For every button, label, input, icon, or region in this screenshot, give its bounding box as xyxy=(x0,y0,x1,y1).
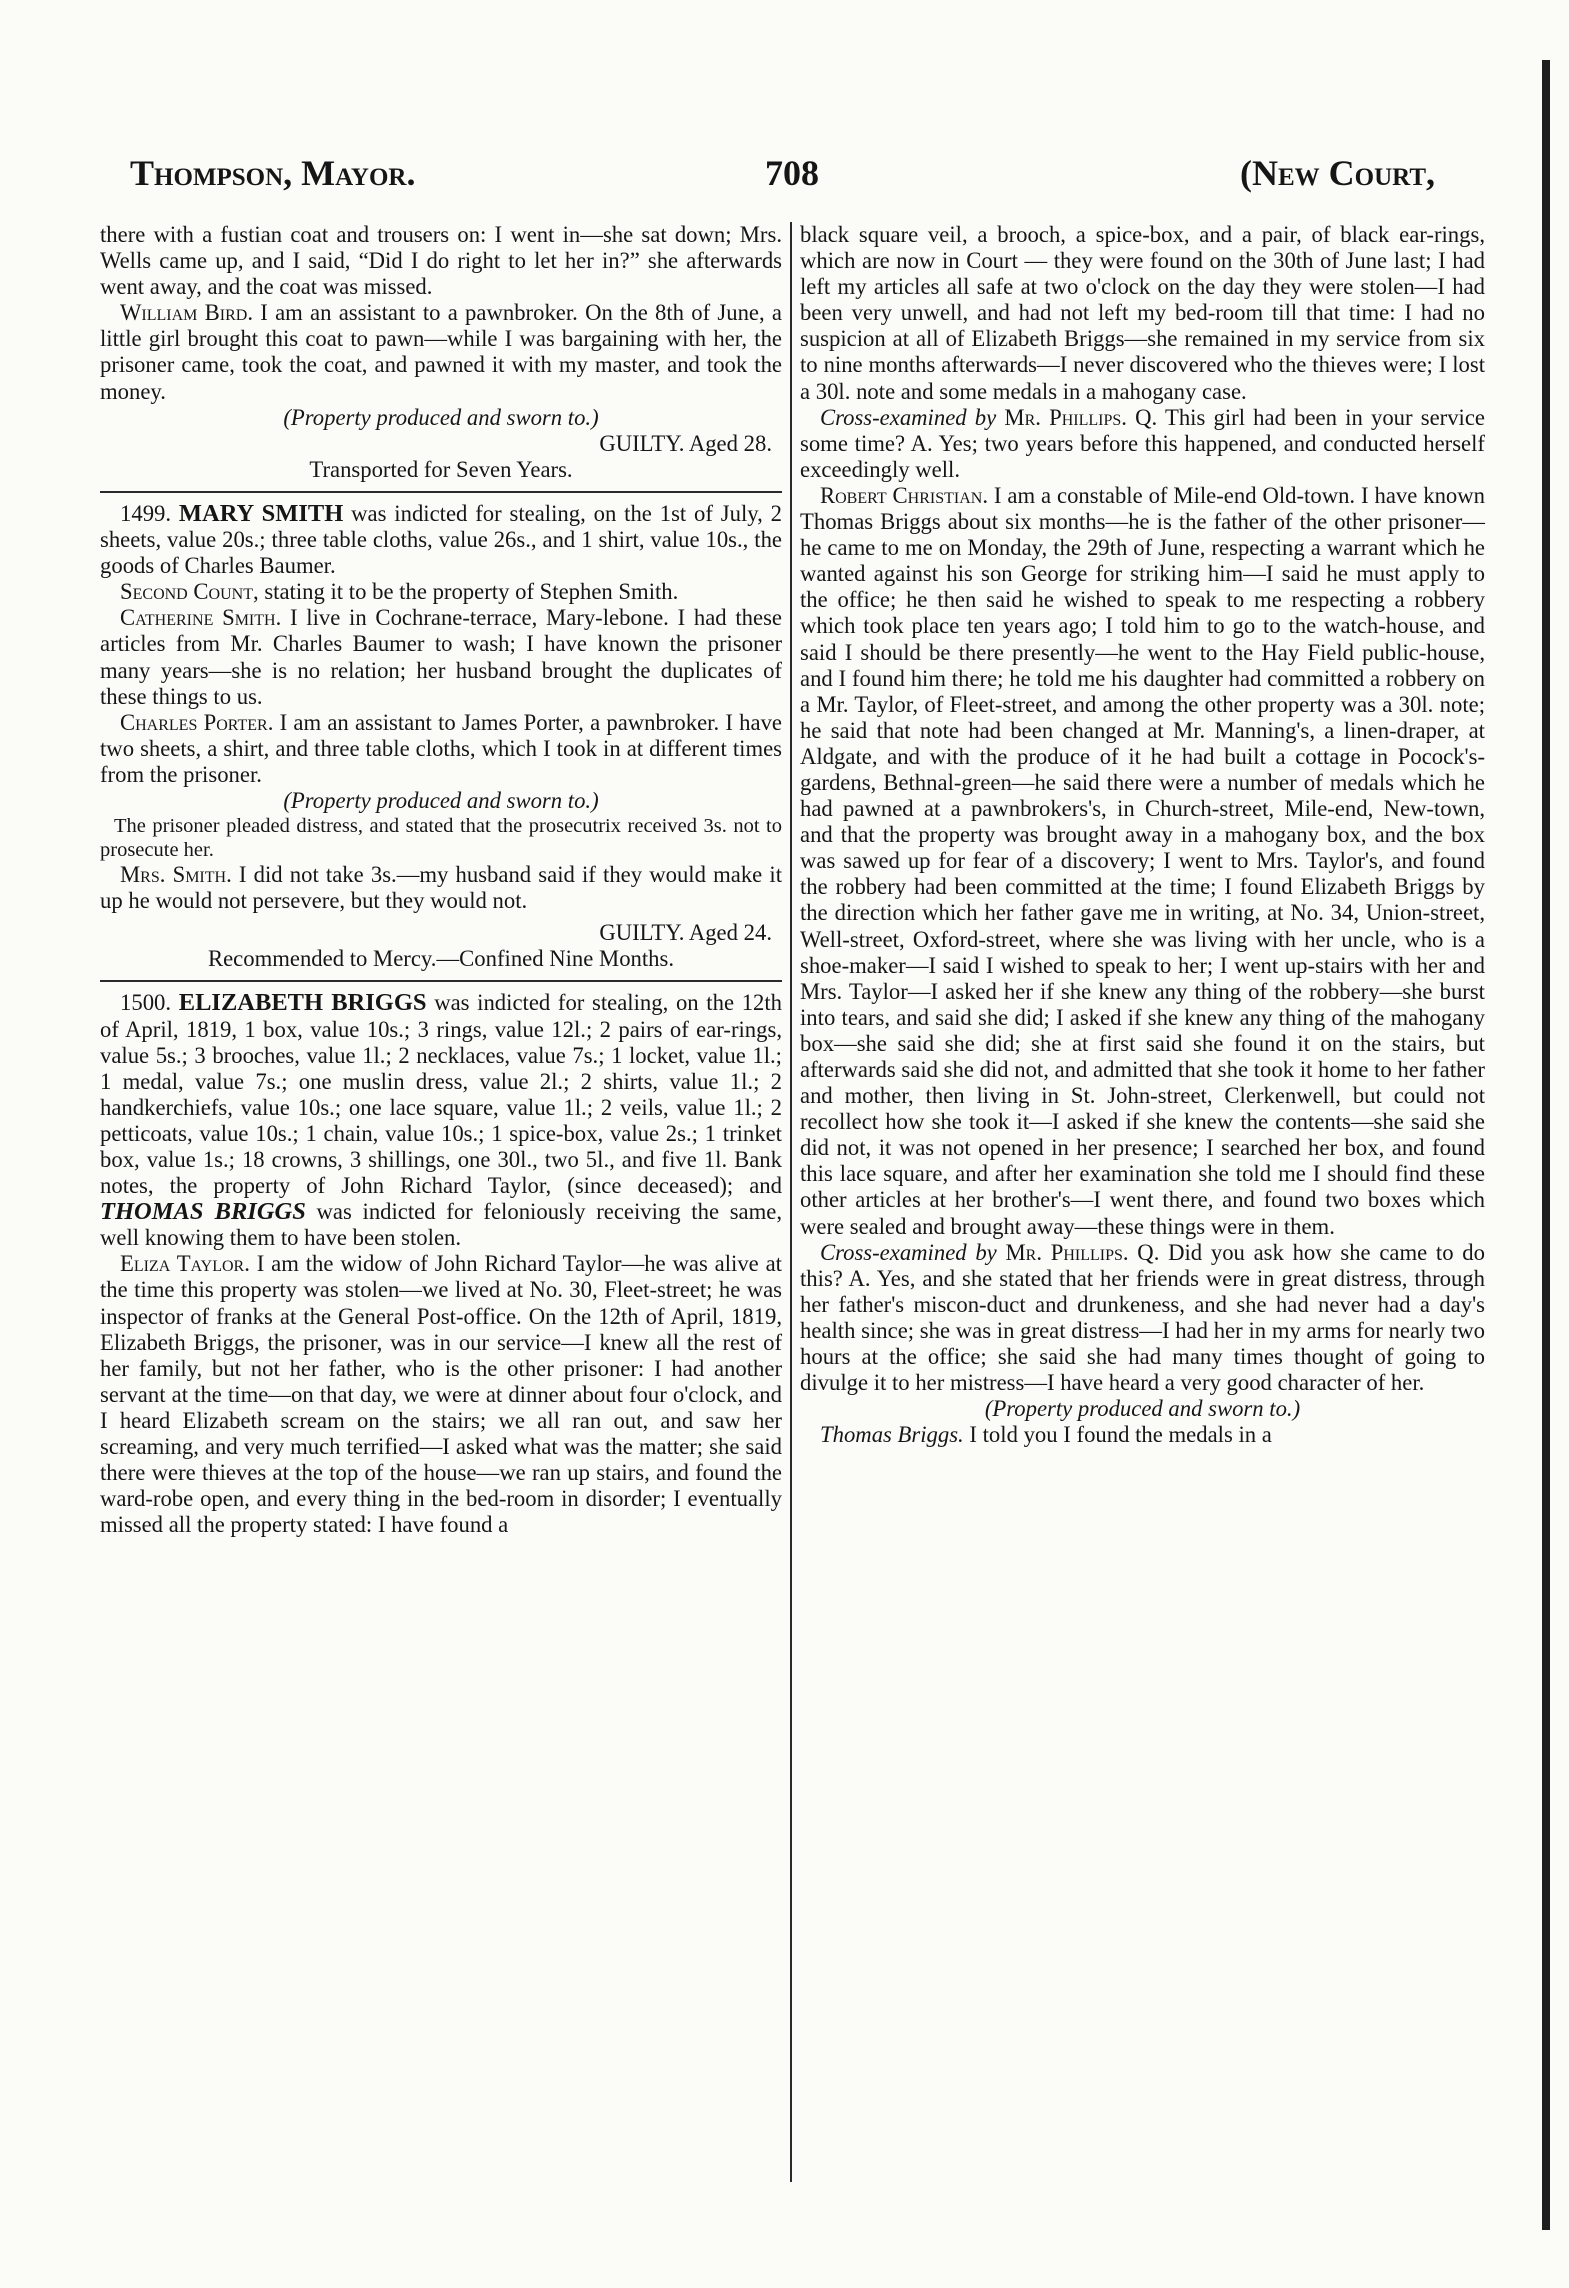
testimony-text: I told you I found the medals in a xyxy=(963,1422,1272,1448)
witness-name: Thomas Briggs. xyxy=(820,1422,964,1448)
sentence: Transported for Seven Years. xyxy=(309,456,573,482)
cross-exam-label: Cross-examined by xyxy=(820,404,997,430)
case-1499 xyxy=(100,501,782,579)
testimony-eliza-taylor xyxy=(100,1251,782,1538)
testimony-catherine-smith xyxy=(100,605,782,709)
testimony-mrs-smith xyxy=(100,862,782,914)
case-separator xyxy=(100,491,782,493)
testimony-text: I did not take 3s.—my husband said if they would make it up he would not persevere, but they would not. xyxy=(100,862,782,914)
testimony-robert-christian xyxy=(800,483,1485,1240)
page-edge-shadow xyxy=(1542,60,1550,2230)
testimony-text: Q. Did you ask how she came to do this? A. Yes, and she stated that her friends were in great distress, through her father's miscon-duct and drunkeness, and she had never had a day's health since; she was in great distress—I had her in my arms for nearly two hours at the office; she said she had many times thought of going to divulge it to her mistress—I have heard a very good character of her. xyxy=(800,1239,1485,1396)
sentence: Recommended to Mercy.—Confined Nine Months. xyxy=(207,946,675,972)
counsel-name: Mr. Phillips. xyxy=(996,1239,1129,1265)
verdict: GUILTY. Aged 24. xyxy=(599,920,772,946)
cross-exam-label: Cross-examined by xyxy=(820,1239,997,1265)
indictment-text: was indicted for stealing, on the 1st of July, 2 sheets, value 20s.; three table cloths, value 26s., and 1 shirt, value 10s., the goods of Charles Baumer. xyxy=(100,500,783,579)
witness-name: Charles Porter. xyxy=(120,709,274,735)
property-note: (Property produced and sworn to.) xyxy=(984,1396,1301,1422)
counsel-name: Mr. Phillips. xyxy=(996,404,1127,430)
cross-examination xyxy=(800,405,1485,483)
testimony-text: I am a constable of Mile-end Old-town. I have known Thomas Briggs about six months—he is the father of the other prisoner—he came to me on Monday, the 29th of June, respecting a warrant which he wanted against his son George for striking him—I said he must apply to the office; he then said he wished to speak to me respecting a robbery which took place ten years ago; I told him to go to the watch-house, and said I should be there presently—he went to the Hay Field public-house, and I found him there; he told me his daughter had committed a robbery on a Mr. Taylor, of Fleet-street, and among the other property was a 30l. note; he said that note had been changed at Mr. Manning's, a linen-draper, at Aldgate, and with the produce of it he had built a cottage in Pocock's-gardens, Bethnal-green—he said there were a number of medals which he had pawned at a pawnbrokers's, in Church-street, Mile-end, New-town, and that the property was brought away in a mahogany box, and the box was sawed up for fear of a discovery; I went to Mrs. Taylor's, and found the robbery had been committed at the time; I found Elizabeth Briggs by the direction which her father gave me in writing, at No. 34, Union-street, Well-street, Oxford-street, where she was living with her uncle, who is a shoe-maker—I said I wished to speak to her; I went up-stairs with her and Mrs. Taylor—I asked her if she knew any thing of the robbery—she burst into tears, and said she did; I asked if she knew any thing of the mahogany box—she said she did; she at first said she found it on the stairs, but afterwards said she did not, and admitted that she took it home to her father and mother, then living in St. John-street, Clerkenwell, but could not recollect how she took it—I asked if she knew the contents—she said she did not, it was not opened in her presence; I searched her box, and found this lace square, and after her examination she told me I should find these other articles at her brother's—I went there, and found two boxes which were sealed and brought away—these things were in them. xyxy=(800,482,1485,1239)
defendant-name: ELIZABETH BRIGGS xyxy=(178,989,427,1017)
case-1500 xyxy=(100,990,782,1251)
case-separator xyxy=(100,980,782,982)
witness-name: Eliza Taylor. xyxy=(120,1251,250,1277)
testimony-charles-porter xyxy=(100,710,782,788)
column-divider xyxy=(790,222,792,2182)
witness-name: Catherine Smith. xyxy=(120,605,282,631)
cross-examination xyxy=(800,1240,1485,1397)
indictment-text: was indicted for stealing, on the 12th of April, 1819, 1 box, value 10s.; 3 rings, value 12l.; 2 pairs of ear-rings, value 5s.; 3 brooches, value 1l.; 2 necklaces, value 7s.; 1 locket, value 1l.; 1 medal, value 7s.; one muslin dress, value 2l.; 2 shirts, value 1l.; 2 handkerchiefs, value 10s.; one lace square, value 1l.; 2 veils, value 1l.; 2 petticoats, value 10s.; 1 chain, value 10s.; 1 spice-box, value 2s.; 1 trinket box, value 1s.; 18 crowns, 3 shillings, one 30l., two 5l., and five 1l. Bank notes, the property of John Richard Taylor, (since deceased); and xyxy=(100,990,783,1199)
property-note: (Property produced and sworn to.) xyxy=(283,404,599,430)
paragraph: there with a fustian coat and trousers on: I went in—she sat down; Mrs. Wells came up, and I said, “Did I do right to let her in?” she afterwards went away, and the coat was missed. xyxy=(100,222,782,300)
paragraph: black square veil, a brooch, a spice-box, and a pair, of black ear-rings, which are now in Court — they were found on the 30th of June last; I had left my articles all safe at two o'clock on the day they were stolen—I had been very unwell, and had not left my bed-room till that time: I had no suspicion at all of Elizabeth Briggs—she remained in my service from six to nine months afterwards—I never discovered who the thieves were; I lost a 30l. note and some medals in a mahogany case. xyxy=(800,222,1485,404)
indictment-text: was indicted for feloniously receiving the same, well knowing them to have been stolen. xyxy=(100,1199,782,1251)
witness-name: Robert Christian. xyxy=(820,482,988,508)
right-column xyxy=(800,222,1485,1448)
verdict: GUILTY. Aged 28. xyxy=(599,430,772,456)
testimony-text: I live in Cochrane-terrace, Mary-lebone. I had these articles from Mr. Charles Baumer to wash; I have known the prisoner many years—she is no relation; her husband brought the duplicates of these things to us. xyxy=(100,605,782,709)
prisoner-statement-note: The prisoner pleaded distress, and stated that the prosecutrix received 3s. not to prosecute her. xyxy=(100,815,782,862)
left-column xyxy=(100,222,782,1538)
defendant-name: MARY SMITH xyxy=(178,499,344,527)
testimony-thomas-briggs xyxy=(800,1422,1485,1448)
header-left: Thompson, Mayor. xyxy=(130,153,416,193)
testimony-text: I am an assistant to a pawnbroker. On the 8th of June, a little girl brought this coat to pawn—while I was bargaining with her, the prisoner came, took the coat, and pawned it with my master, and took the money. xyxy=(100,300,782,404)
testimony-william-bird xyxy=(100,300,782,404)
co-defendant-name: THOMAS BRIGGS xyxy=(100,1198,306,1226)
case-number: 1500. xyxy=(120,990,172,1016)
second-count-text: stating it to be the property of Stephen Smith. xyxy=(258,579,679,605)
second-count-label: Second Count, xyxy=(120,579,259,605)
witness-name: William Bird. xyxy=(120,300,254,326)
witness-name: Mrs. Smith. xyxy=(120,862,232,888)
testimony-text: I am the widow of John Richard Taylor—he was alive at the time this property was stolen—we lived at No. 30, Fleet-street; he was inspector of franks at the General Post-office. On the 12th of April, 1819, Elizabeth Briggs, the prisoner, was in our service—I knew all the rest of her family, but not her father, who is the other prisoner: I had another servant at the time—on that day, we were at dinner about four o'clock, and I heard Elizabeth scream on the stairs; we all ran out, and saw her screaming, and very much terrified—I asked what was the matter; she said there were thieves at the top of the house—we ran up stairs, and found the ward-robe open, and every thing in the bed-room in disorder; I eventually missed all the property stated: I have found a xyxy=(100,1251,782,1538)
header-right: (New Court, xyxy=(1240,153,1436,193)
second-count xyxy=(100,579,782,605)
page-number: 708 xyxy=(765,153,819,193)
case-number: 1499. xyxy=(120,500,172,526)
running-header xyxy=(130,152,1500,202)
property-note: (Property produced and sworn to.) xyxy=(283,787,599,813)
testimony-text: I am an assistant to James Porter, a pawnbroker. I have two sheets, a shirt, and three table cloths, which I took in at different times from the prisoner. xyxy=(100,709,782,787)
testimony-text: Q. This girl had been in your service some time? A. Yes; two years before this happened, and conducted herself exceedingly well. xyxy=(800,404,1485,482)
